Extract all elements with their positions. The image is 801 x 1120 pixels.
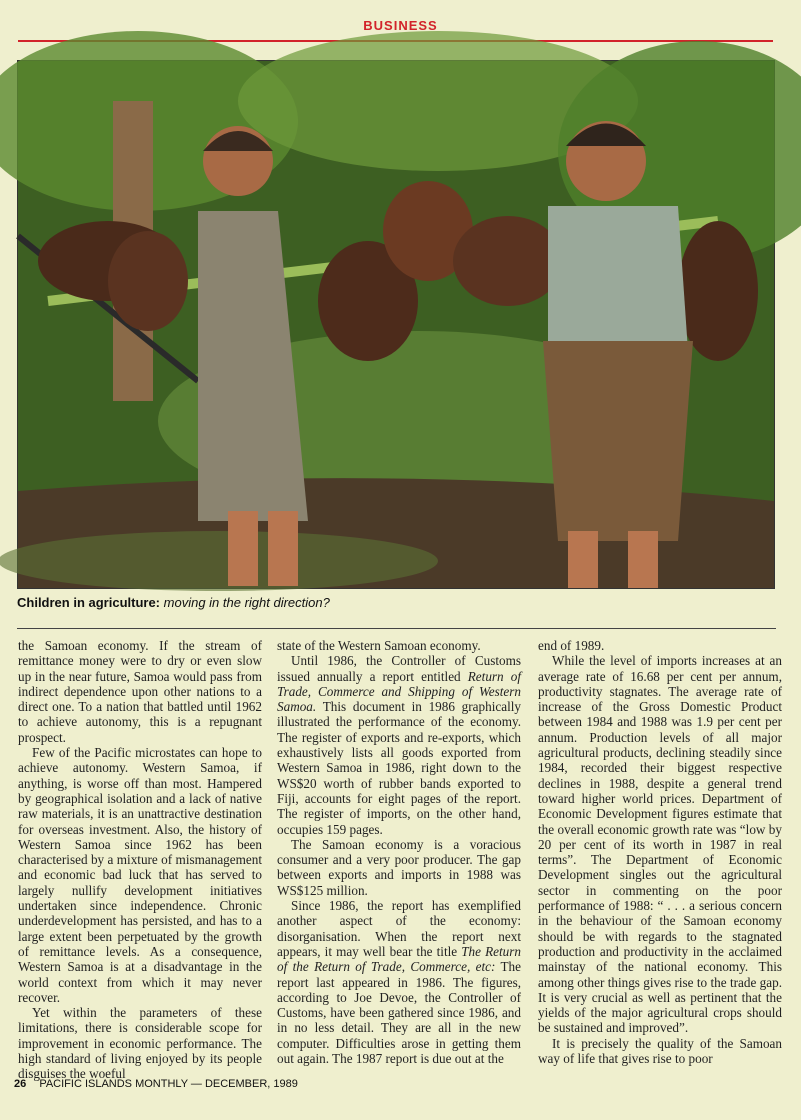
paragraph: Until 1986, the Controller of Customs issued annually a report entitled Return of Trade, Commerce and Shipping of Western Samoa. This document in 1986 graphically illustrated the performance of the economy. The register of exports and re-exports, which exhaustively lists all goods exported from Western Samoa in 1986, right down to the WS$20 worth of rubber bands exported to Fiji, accounts for eight pages of the report. The register of imports, on the other hand, occupies 159 pages. <box>277 653 521 837</box>
caption-rule <box>17 628 776 629</box>
publication-info: PACIFIC ISLANDS MONTHLY — DECEMBER, 1989 <box>39 1078 298 1090</box>
caption-text: moving in the right direction? <box>163 595 330 610</box>
paragraph: Few of the Pacific microstates can hope to achieve autonomy. Western Samoa, if anything, is worse off than most. Hampered by geographical isolation and a lack of native raw materials, it is an unattractive destination for overseas investment. Also, the history of Western Samoa since 1962 has been characterised by a mixture of mismanagement and economic bad luck that has served to largely nullify development initiatives undertaken since independence. Chronic underdevelopment has persisted, and has to a large extent been perpetuated by the growth of remittance levels. As a consequence, Western Samoa is at a disadvantage in the world context from which it may never recover. <box>18 745 262 1005</box>
paragraph: the Samoan economy. If the stream of remittance money were to dry or even slow up in the near future, Samoa would pass from indirect dependence upon other nations to a direct one. To a nation that battled until 1962 to achieve autonomy, this is a repugnant prospect. <box>18 638 262 745</box>
article-photo <box>17 60 775 589</box>
article-column-1 <box>18 638 262 1082</box>
paragraph: While the level of imports increases at an average rate of 16.68 per cent per annum, productivity stagnates. The average rate of increase of the Gross Domestic Product between 1984 and 1988 was 1.9 per cent per annum. Production levels of all major agricultural products, declining steadily since 1984, recorded their biggest respective declines in 1988, despite a general trend toward higher world prices. Department of Economic Development figures estimate that the overall economic growth rate was “low by 20 per cent of its worth in 1987 in real terms”. The Department of Economic Development singles out the agricultural sector in commenting on the poor performance of 1988: “ . . . a serious concern in the behaviour of the Samoan economy should be with regards to the stagnated production and productivity in the acclaimed mainstay of the national economy. This among other things gives rise to the trade gap. It is very crucial as well as pertinent that the yields of the major agricultural crops should be sustained and improved”. <box>538 653 782 1036</box>
photo-caption <box>17 595 777 610</box>
page-footer <box>14 1078 298 1090</box>
section-header: BUSINESS <box>363 18 438 33</box>
paragraph: The Samoan economy is a voracious consumer and a very poor producer. The gap between exports and imports in 1988 was WS$125 million. <box>277 836 521 898</box>
paragraph: state of the Western Samoan economy. <box>277 638 481 653</box>
article-column-2 <box>277 638 521 1070</box>
paragraph: end of 1989. <box>538 638 605 653</box>
paragraph: Since 1986, the report has exemplified another aspect of the economy: disorganisation. When the report next appears, it may well bear the title The Return of the Return of Trade, Commerce, etc: The report last appeared in 1986. The figures, according to Joe Devoe, the Controller of Customs, have been gathered since 1986, and in no less detail. They are all in the new computer. Difficulties arose in getting them out again. The 1987 report is due out at the <box>277 898 522 1067</box>
article-column-3 <box>538 638 782 1070</box>
paragraph: It is precisely the quality of the Samoan way of life that gives rise to poor <box>538 1035 782 1067</box>
paragraph: Yet within the parameters of these limitations, there is considerable scope for improvement in economic performance. The high standard of living enjoyed by its people disguises the woeful <box>18 1005 262 1082</box>
page-number: 26 <box>14 1078 27 1090</box>
caption-lead: Children in agriculture: <box>17 595 161 610</box>
